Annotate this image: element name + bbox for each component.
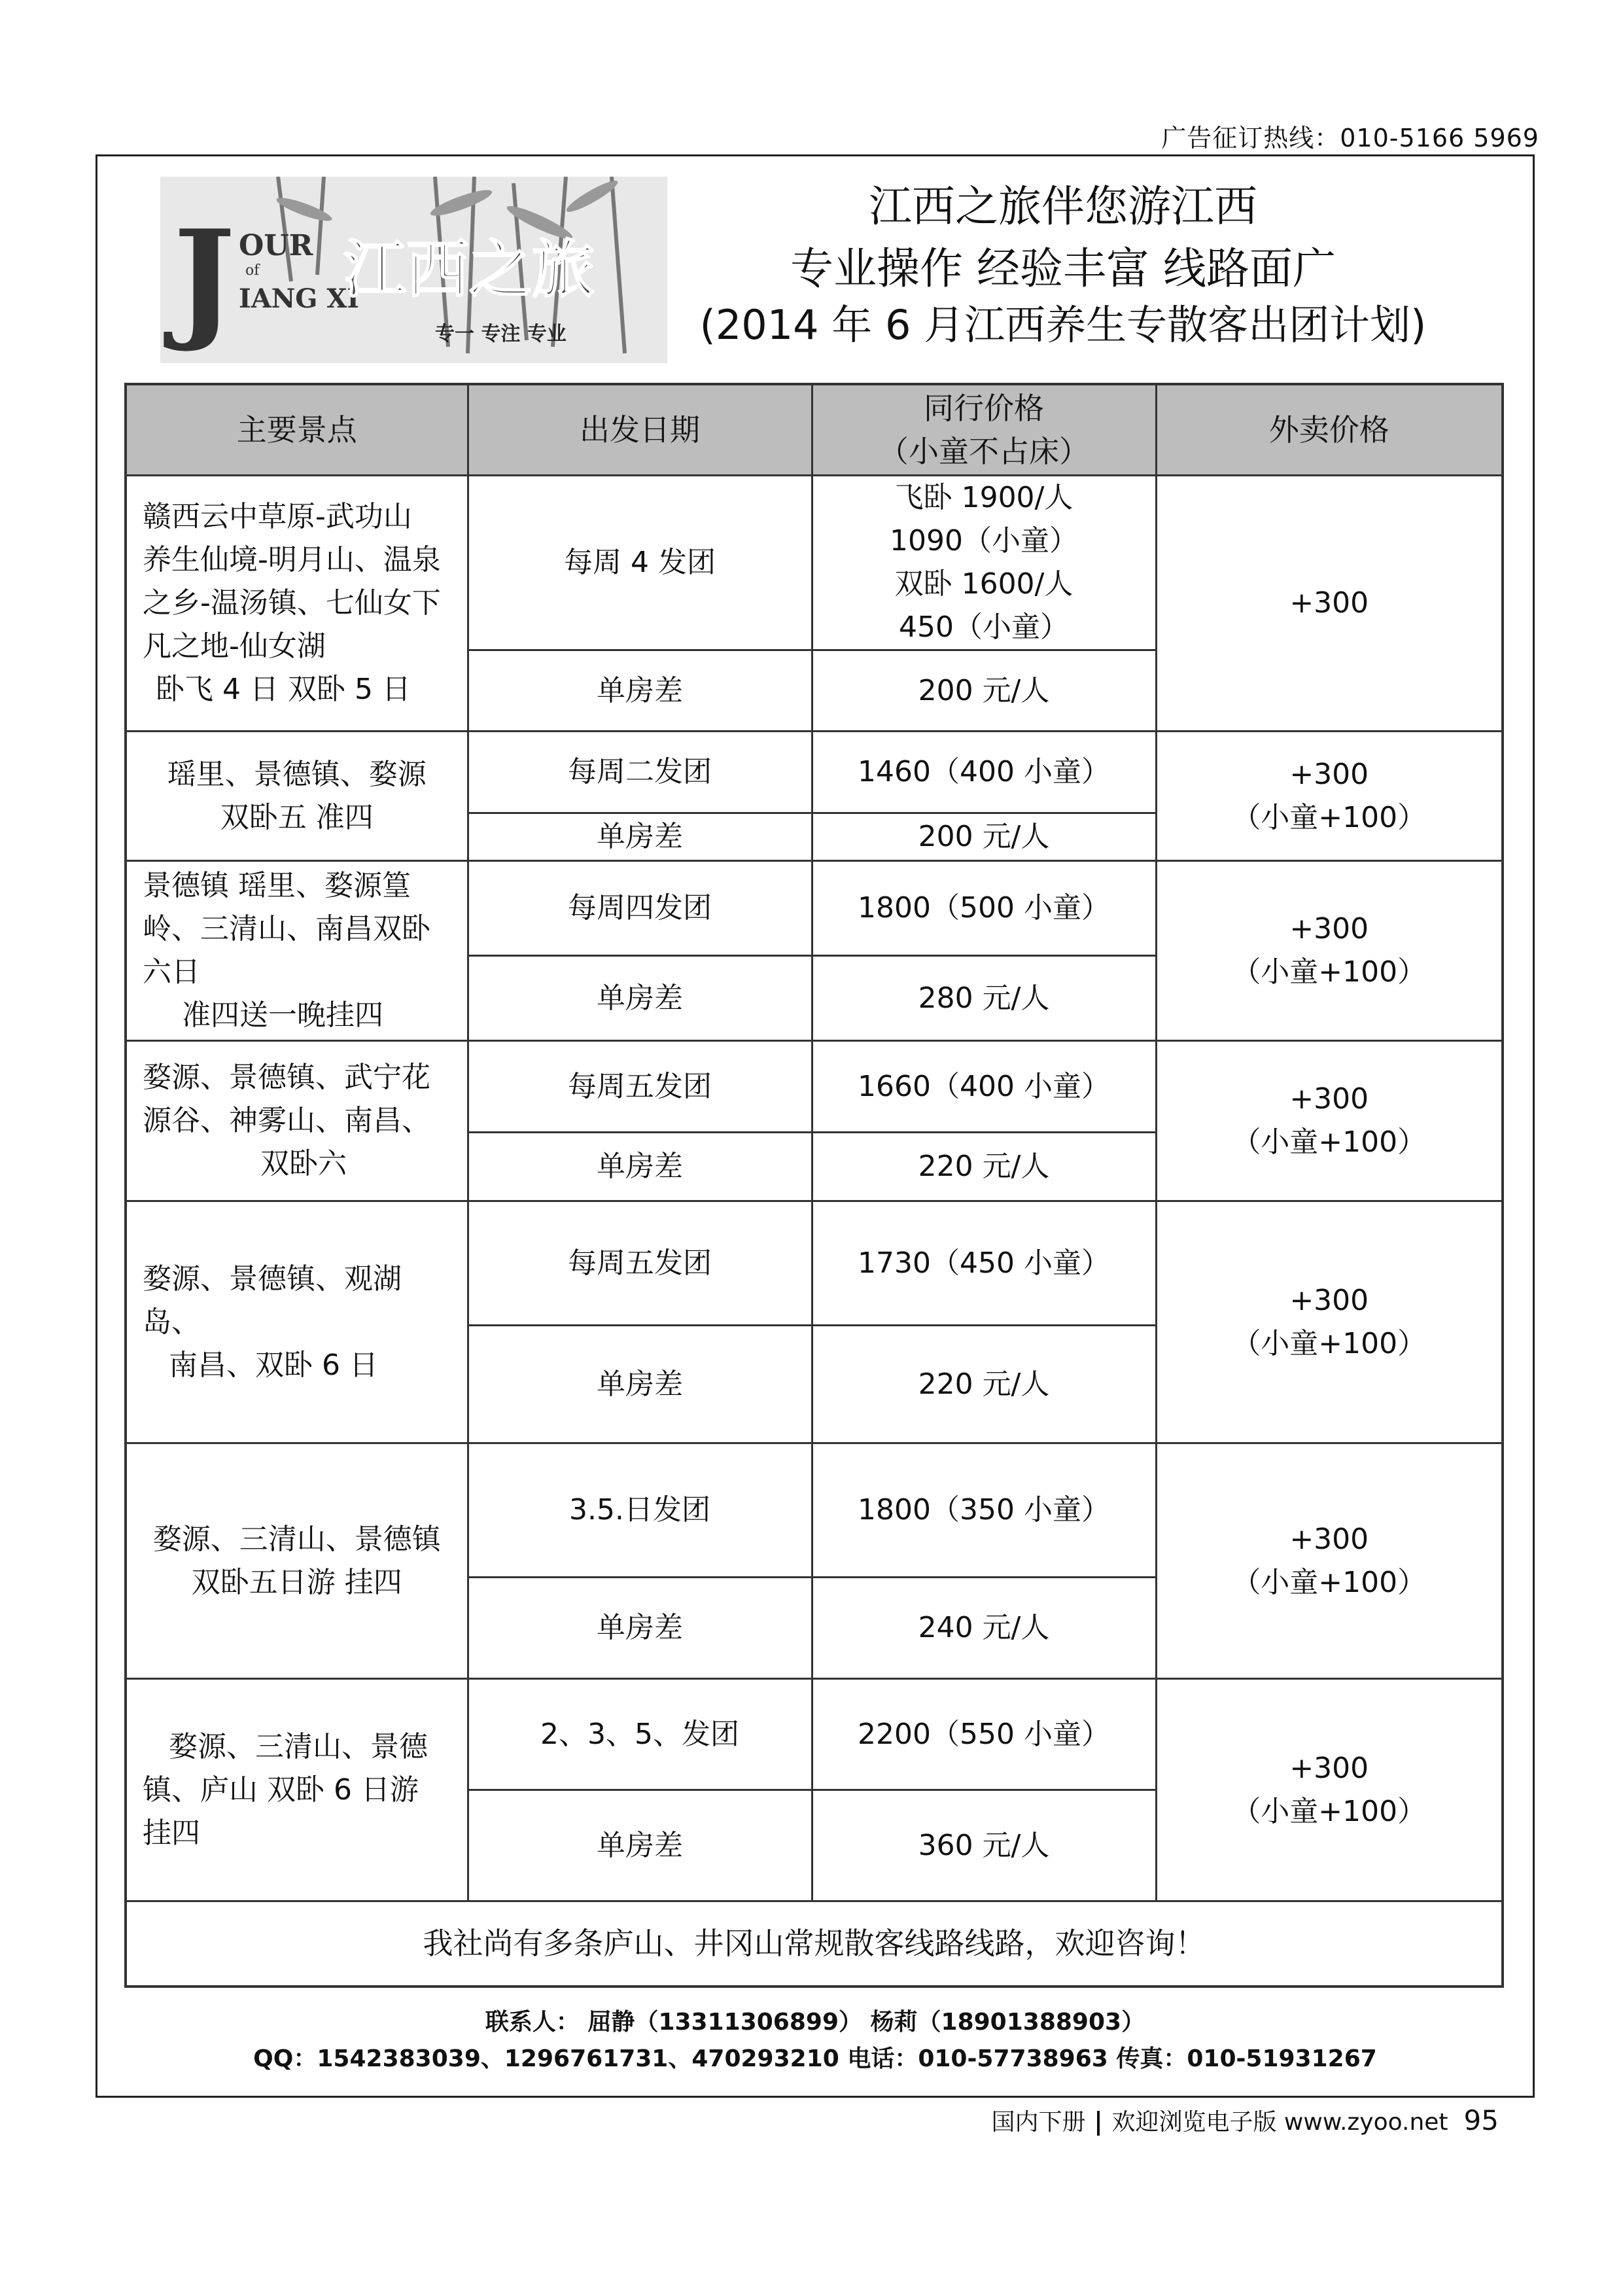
row3-single-label: 单房差 <box>468 956 812 1041</box>
table-row <box>126 476 1503 650</box>
retail-line: +300 <box>1289 1082 1369 1116</box>
spot-line: 赣西云中草原-武功山 <box>143 500 412 533</box>
table-header-row <box>126 384 1503 476</box>
headline-line1: 江西之旅伴您游江西 <box>869 181 1257 232</box>
row2-date: 每周二发团 <box>468 732 812 813</box>
row1-date: 每周 4 发团 <box>468 476 812 650</box>
headline-line2: 专业操作 经验丰富 线路面广 <box>790 243 1336 294</box>
row6-date: 3.5.日发团 <box>468 1443 812 1578</box>
spot-line: 双卧五 准四 <box>220 800 374 834</box>
retail-line: （小童+100） <box>1232 955 1427 989</box>
contact-persons: 联系人： 屈静（13311306899） 杨莉（18901388903） <box>485 2009 1145 2036</box>
spot-line: 准四送一晚挂四 <box>182 998 383 1032</box>
row1-spot <box>126 476 468 732</box>
row6-single-label: 单房差 <box>468 1578 812 1679</box>
spot-line: 养生仙境-明月山、温泉 <box>143 543 441 576</box>
spot-line: 瑶里、景德镇、婺源 <box>167 757 427 791</box>
page-footer <box>991 2104 1499 2137</box>
row6-price: 1800（350 小童） <box>812 1443 1156 1578</box>
logo-iang-xi: IANG XI <box>239 283 360 314</box>
row1-single-price: 200 元/人 <box>812 650 1156 732</box>
header-peer-price <box>812 384 1156 476</box>
retail-line: （小童+100） <box>1232 1565 1427 1599</box>
row2-price: 1460（400 小童） <box>812 732 1156 813</box>
header-spot: 主要景点 <box>126 384 468 476</box>
spot-line: 挂四 <box>143 1816 200 1850</box>
retail-line: （小童+100） <box>1232 800 1427 834</box>
row2-retail <box>1156 732 1503 861</box>
row4-price: 1660（400 小童） <box>812 1041 1156 1133</box>
row7-retail <box>1156 1679 1503 1901</box>
header-date: 出发日期 <box>468 384 812 476</box>
spot-line: 镇、庐山 双卧 6 日游 <box>143 1773 419 1807</box>
table-row <box>126 861 1503 956</box>
table-row <box>126 732 1503 813</box>
price-line: 飞卧 1900/人 <box>894 481 1073 514</box>
spot-line: 婺源、三清山、景德镇 <box>152 1522 441 1556</box>
spot-line: 婺源、三清山、景德 <box>169 1729 428 1763</box>
table-row <box>126 1041 1503 1133</box>
retail-line: +300 <box>1289 757 1369 791</box>
tour-schedule-table <box>124 383 1504 1988</box>
table-row <box>126 1201 1503 1326</box>
row4-retail <box>1156 1041 1503 1201</box>
row6-single-price: 240 元/人 <box>812 1578 1156 1679</box>
spot-line: 卧飞 4 日 双卧 5 日 <box>156 673 411 706</box>
row7-single-price: 360 元/人 <box>812 1790 1156 1901</box>
row3-single-price: 280 元/人 <box>812 956 1156 1041</box>
row7-single-label: 单房差 <box>468 1790 812 1901</box>
logo-brand: 江西之旅 <box>343 233 595 306</box>
row1-price <box>812 476 1156 650</box>
row5-price: 1730（450 小童） <box>812 1201 1156 1326</box>
price-line: 450（小童） <box>899 610 1069 644</box>
ad-hotline: 广告征订热线：010-5166 5969 <box>1161 124 1539 152</box>
row5-spot <box>126 1201 468 1443</box>
row1-retail <box>1156 476 1503 732</box>
row6-retail <box>1156 1443 1503 1679</box>
row3-price: 1800（500 小童） <box>812 861 1156 956</box>
table-note: 我社尚有多条庐山、井冈山常规散客线路线路，欢迎咨询！ <box>126 1901 1503 1987</box>
row5-single-label: 单房差 <box>468 1326 812 1443</box>
jiangxi-tour-logo <box>160 177 667 363</box>
spot-line: 之乡-温汤镇、七仙女下 <box>143 586 441 620</box>
row4-date: 每周五发团 <box>468 1041 812 1133</box>
spot-line: 六日 <box>143 955 200 989</box>
retail-line: （小童+100） <box>1232 1326 1427 1360</box>
logo-of: of <box>245 262 260 279</box>
spot-line: 双卧六 <box>260 1147 347 1180</box>
contact-numbers: QQ：1542383039、1296761731、470293210 电话：010-57738963 传真：010-51931267 <box>253 2045 1377 2072</box>
spot-line: 凡之地-仙女湖 <box>143 629 326 663</box>
page-number: 95 <box>1463 2104 1499 2136</box>
spot-line: 双卧五日游 挂四 <box>191 1565 402 1599</box>
spot-line: 景德镇 瑶里、婺源篁 <box>143 869 411 902</box>
retail-line: +300 <box>1289 1522 1369 1556</box>
spot-line: 婺源、景德镇、武宁花 <box>143 1061 430 1094</box>
table-row <box>126 1679 1503 1790</box>
header-peer-price-line1: 同行价格 <box>924 391 1044 426</box>
row6-spot <box>126 1443 468 1679</box>
spot-line: 南昌、双卧 6 日 <box>169 1348 378 1382</box>
footer-divider <box>1097 2111 1100 2136</box>
table-note-row <box>126 1901 1503 1987</box>
price-line: 双卧 1600/人 <box>894 567 1073 601</box>
price-line: 1090（小童） <box>890 524 1078 557</box>
logo-letter-j: J <box>173 202 236 355</box>
spot-line: 岭、三清山、南昌双卧 <box>143 912 430 945</box>
table-row <box>126 1443 1503 1578</box>
header-retail: 外卖价格 <box>1156 384 1503 476</box>
row2-spot <box>126 732 468 861</box>
footer-section: 国内下册 <box>991 2109 1086 2136</box>
retail-line: +300 <box>1289 912 1369 945</box>
row7-price: 2200（550 小童） <box>812 1679 1156 1790</box>
footer-site: 欢迎浏览电子版 www.zyoo.net <box>1111 2109 1448 2136</box>
row4-single-price: 220 元/人 <box>812 1133 1156 1201</box>
row5-single-price: 220 元/人 <box>812 1326 1156 1443</box>
retail-line: +300 <box>1289 586 1369 620</box>
row3-date: 每周四发团 <box>468 861 812 956</box>
row1-single-label: 单房差 <box>468 650 812 732</box>
logo-slogan: 专一 专注 专业 <box>435 323 567 345</box>
spot-line: 婺源、景德镇、观湖岛、 <box>143 1262 402 1339</box>
logo-our: OUR <box>239 229 313 262</box>
retail-line: （小童+100） <box>1232 1794 1427 1828</box>
row7-date: 2、3、5、发团 <box>468 1679 812 1790</box>
row7-spot <box>126 1679 468 1901</box>
header-peer-price-line2: （小童不占床） <box>879 434 1089 469</box>
retail-line: （小童+100） <box>1232 1125 1427 1159</box>
row4-spot <box>126 1041 468 1201</box>
row3-retail <box>1156 861 1503 1041</box>
retail-line: +300 <box>1289 1751 1369 1785</box>
retail-line: +300 <box>1289 1283 1369 1317</box>
row5-date: 每周五发团 <box>468 1201 812 1326</box>
row4-single-label: 单房差 <box>468 1133 812 1201</box>
spot-line: 源谷、神雾山、南昌、 <box>143 1104 430 1137</box>
headline-line3: (2014 年 6 月江西养生专散客出团计划) <box>699 301 1427 349</box>
row2-single-price: 200 元/人 <box>812 813 1156 861</box>
row3-spot <box>126 861 468 1041</box>
row5-retail <box>1156 1201 1503 1443</box>
row2-single-label: 单房差 <box>468 813 812 861</box>
